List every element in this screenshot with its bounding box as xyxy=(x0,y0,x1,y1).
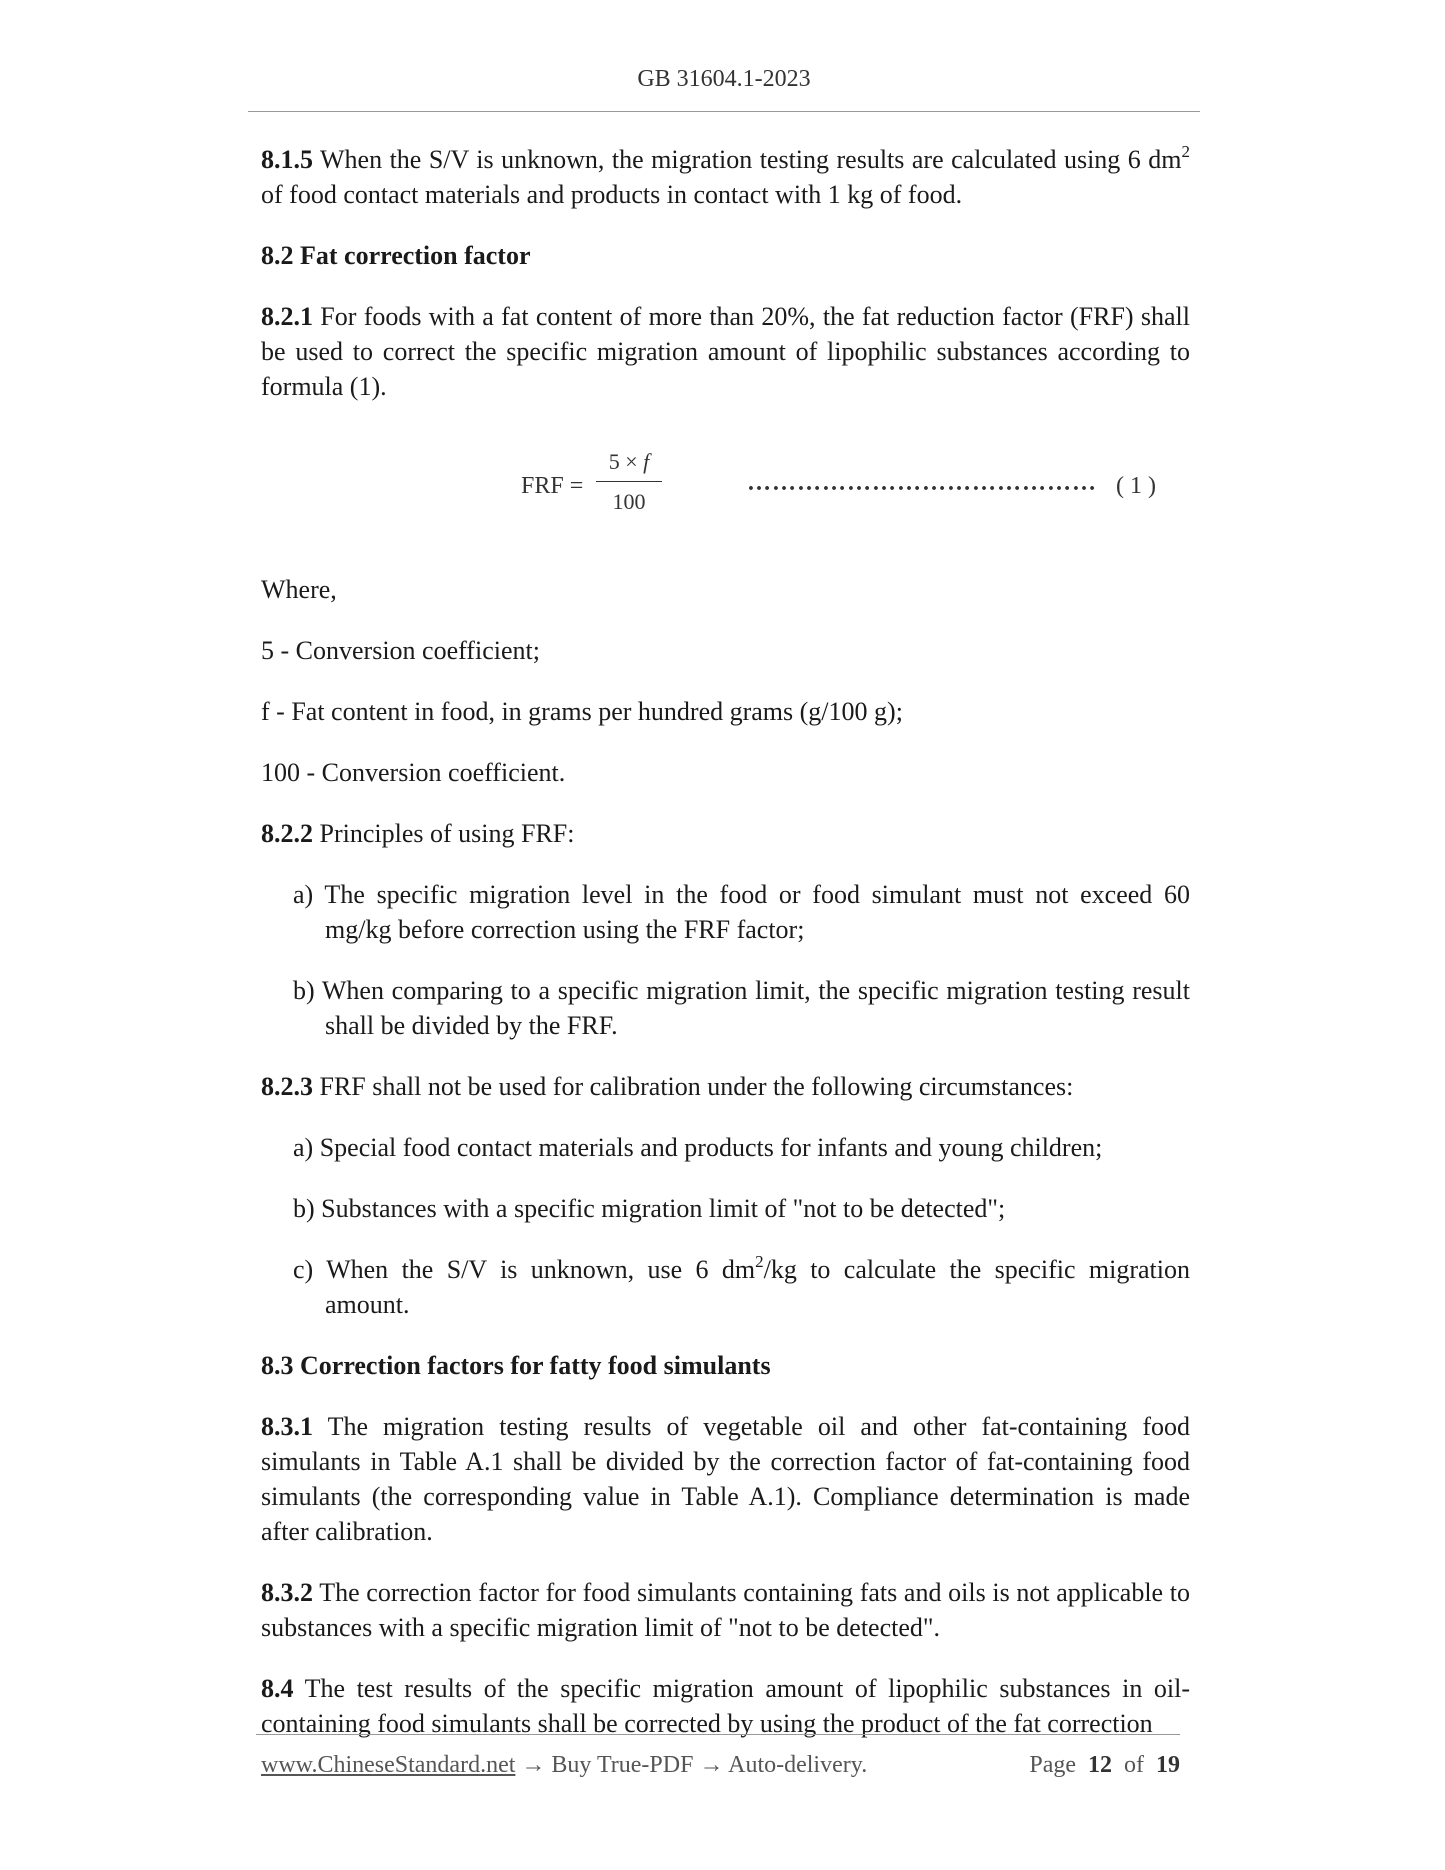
paragraph-8-3-1 xyxy=(261,1409,1190,1549)
heading-8-3: 8.3 Correction factors for fatty food simulants xyxy=(261,1351,771,1380)
paragraph-text: of food contact materials and products in contact with 1 kg of food. xyxy=(261,180,963,209)
section-number: 8.2.2 xyxy=(261,819,313,848)
paragraph-text: The test results of the specific migration amount of lipophilic substances in oil-containing food simulants shall be corrected by using the product of the fat correction xyxy=(261,1674,1190,1738)
section-number: 8.2.1 xyxy=(261,302,313,331)
section-number: 8.3.2 xyxy=(261,1578,313,1607)
paragraph-text: When the S/V is unknown, the migration testing results are calculated using 6 dm xyxy=(313,145,1182,174)
list-item: a) Special food contact materials and products for infants and young children; xyxy=(293,1133,1103,1162)
page-footer xyxy=(261,1752,1180,1779)
section-number: 8.4 xyxy=(261,1674,294,1703)
numerator-variable: f xyxy=(643,449,650,474)
section-number: 8.3.1 xyxy=(261,1412,313,1441)
section-number: 8.2.3 xyxy=(261,1072,313,1101)
list-item-text: /kg to calculate the specific migration amount. xyxy=(325,1255,1190,1319)
page-content xyxy=(261,142,1190,1767)
page-number: 12 xyxy=(1088,1752,1112,1778)
paragraph-text: FRF shall not be used for calibration under the following circumstances: xyxy=(313,1072,1074,1101)
definition-item: 5 - Conversion coefficient; xyxy=(261,636,540,665)
list-item xyxy=(293,1252,1190,1322)
website-link[interactable]: www.ChineseStandard.net xyxy=(261,1752,516,1778)
formula-lhs: FRF = xyxy=(521,473,584,499)
of-word: of xyxy=(1124,1752,1144,1778)
paragraph-8-2-1 xyxy=(261,299,1190,404)
list-item: b) When comparing to a specific migration limit, the specific migration testing result shall be divided by the FRF. xyxy=(293,976,1190,1040)
paragraph-8-4 xyxy=(261,1671,1190,1741)
document-code-header: GB 31604.1-2023 xyxy=(637,66,811,92)
formula-1 xyxy=(261,444,1190,524)
footer-text: → Buy True-PDF → Auto-delivery. xyxy=(515,1752,868,1778)
formula-number: ( 1 ) xyxy=(1116,473,1156,499)
section-number: 8.1.5 xyxy=(261,145,313,174)
list-item: a) The specific migration level in the food or food simulant must not exceed 60 mg/kg before correction using the FRF factor; xyxy=(293,880,1190,944)
paragraph-8-3-2 xyxy=(261,1575,1190,1645)
formula-numerator xyxy=(596,444,662,482)
paragraph-text: Principles of using FRF: xyxy=(313,819,575,848)
heading-8-2: 8.2 Fat correction factor xyxy=(261,241,531,270)
header-divider xyxy=(248,111,1200,112)
formula-fraction xyxy=(596,444,662,519)
list-item: b) Substances with a specific migration limit of "not to be detected"; xyxy=(293,1194,1006,1223)
paragraph-8-2-2 xyxy=(261,816,1190,851)
paragraph-8-1-5 xyxy=(261,142,1190,212)
footer-divider xyxy=(256,1734,1180,1735)
paragraph-text: The correction factor for food simulants containing fats and oils is not applicable to substances with a specific migration limit of "not to be detected". xyxy=(261,1578,1190,1642)
numerator-text: 5 × xyxy=(608,449,644,474)
paragraph-text: For foods with a fat content of more than 20%, the fat reduction factor (FRF) shall be used to correct the specific migration amount of lipophilic substances according to formula (1). xyxy=(261,302,1190,401)
total-pages: 19 xyxy=(1156,1752,1180,1778)
superscript: 2 xyxy=(1181,142,1190,161)
where-label: Where, xyxy=(261,575,337,604)
page-indicator xyxy=(1029,1752,1180,1779)
list-item-text: c) When the S/V is unknown, use 6 dm xyxy=(293,1255,756,1284)
page-word: Page xyxy=(1029,1752,1076,1778)
formula-denominator: 100 xyxy=(612,489,646,514)
paragraph-text: The migration testing results of vegetable oil and other fat-containing food simulants in Table A.1 shall be divided by the correction factor of fat-containing food simulants (the corresponding value in Table A.1). Compliance determination is made after calibration. xyxy=(261,1412,1190,1546)
definition-item: 100 - Conversion coefficient. xyxy=(261,758,566,787)
paragraph-8-2-3 xyxy=(261,1069,1190,1104)
definition-item: f - Fat content in food, in grams per hundred grams (g/100 g); xyxy=(261,697,903,726)
superscript: 2 xyxy=(755,1252,764,1271)
formula-leader-dots: …………………………………… xyxy=(747,470,1097,496)
